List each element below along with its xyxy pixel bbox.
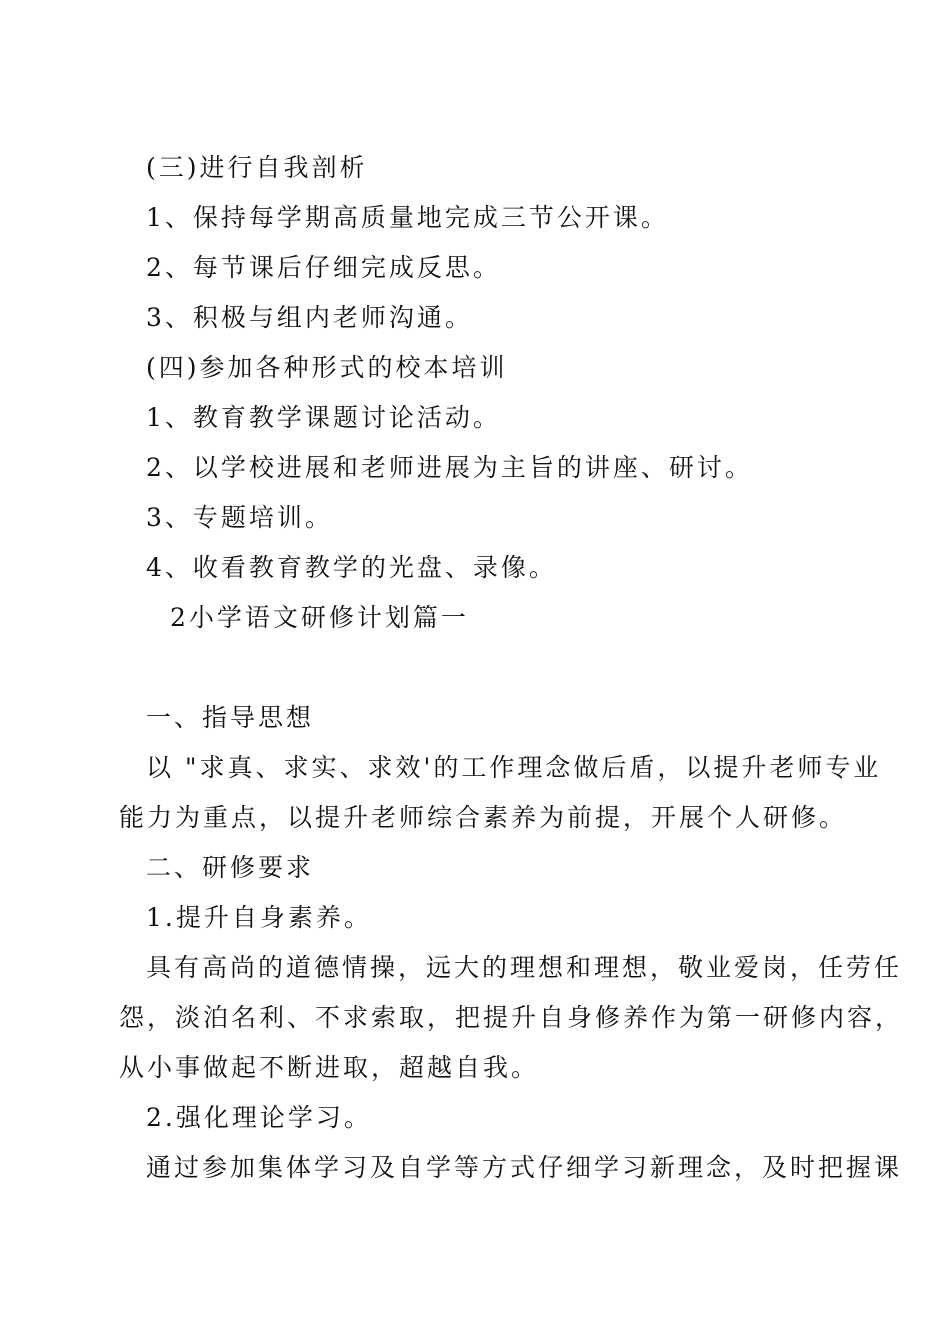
section-heading: (四)参加各种形式的校本培训 (146, 353, 508, 382)
list-item: 1、保持每学期高质量地完成三节公开课。 (146, 203, 669, 232)
paragraph-line: 从小事做起不断进取，超越自我。 (119, 1053, 540, 1082)
article-title: 2小学语文研修计划篇一 (170, 603, 469, 632)
list-item: 3、专题培训。 (146, 503, 333, 532)
list-item: 2、每节课后仔细完成反思。 (146, 253, 501, 282)
section-heading: (三)进行自我剖析 (146, 153, 368, 182)
paragraph-line: 以 "求真、求实、求效'的工作理念做后盾，以提升老师专业 (146, 753, 882, 782)
paragraph-line: 怨，淡泊名利、不求索取，把提升自身修养作为第一研修内容， (119, 1003, 904, 1032)
section-heading: 二、研修要求 (146, 853, 315, 882)
list-item: 4、收看教育教学的光盘、录像。 (146, 553, 557, 582)
subsection-heading: 2.强化理论学习。 (146, 1103, 372, 1132)
list-item: 3、积极与组内老师沟通。 (146, 303, 473, 332)
paragraph-line: 能力为重点，以提升老师综合素养为前提，开展个人研修。 (119, 803, 848, 832)
section-heading: 一、指导思想 (146, 703, 315, 732)
paragraph-line: 通过参加集体学习及自学等方式仔细学习新理念，及时把握课 (146, 1153, 903, 1182)
list-item: 1、教育教学课题讨论活动。 (146, 403, 501, 432)
list-item: 2、以学校进展和老师进展为主旨的讲座、研讨。 (146, 453, 753, 482)
paragraph-line: 具有高尚的道德情操，远大的理想和理想，敬业爱岗，任劳任 (146, 953, 903, 982)
subsection-heading: 1.提升自身素养。 (146, 903, 372, 932)
